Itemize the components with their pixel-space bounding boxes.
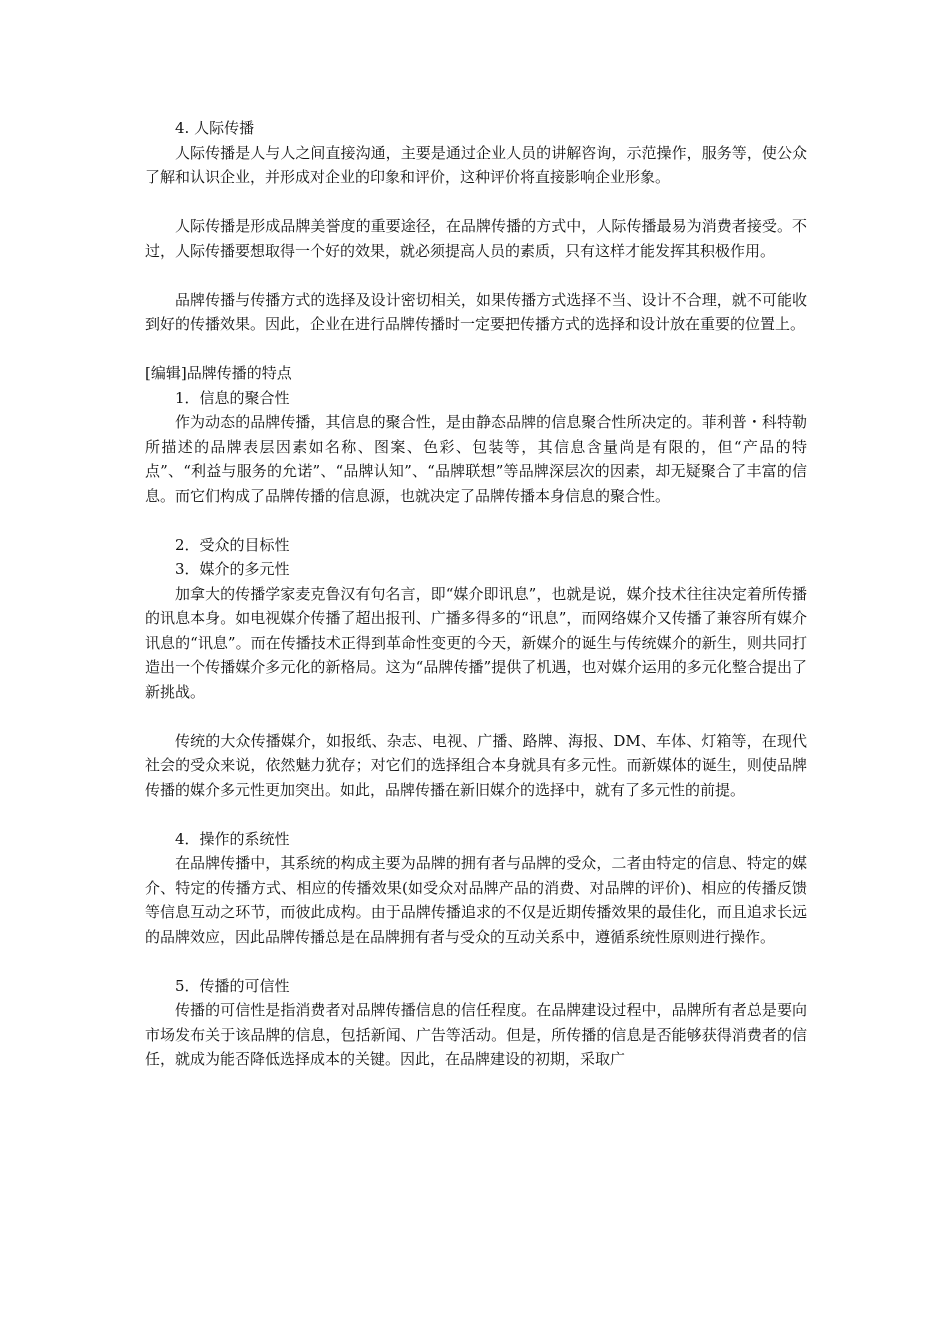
section-heading: 5．传播的可信性 — [175, 976, 290, 995]
paragraph-spacer — [145, 949, 807, 974]
paragraph-spacer — [145, 337, 807, 362]
paragraph-spacer — [145, 190, 807, 215]
paragraph-spacer — [145, 508, 807, 533]
paragraph: 人际传播是人与人之间直接沟通，主要是通过企业人员的讲解咨询，示范操作，服务等，使公众了解和认识企业，并形成对企业的印象和评价，这种评价将直接影响企业形象。 — [145, 143, 807, 186]
paragraph: 品牌传播与传播方式的选择及设计密切相关，如果传播方式选择不当、设计不合理，就不可能收到好的传播效果。因此，企业在进行品牌传播时一定要把传播方式的选择和设计放在重要的位置上。 — [145, 290, 807, 333]
section-heading: 1．信息的聚合性 — [175, 388, 290, 407]
paragraph-spacer — [145, 802, 807, 827]
section-heading: 2．受众的目标性 — [175, 535, 290, 554]
section-heading: 4. 人际传播 — [175, 119, 255, 137]
paragraph: 人际传播是形成品牌美誉度的重要途径，在品牌传播的方式中，人际传播最易为消费者接受。不过，人际传播要想取得一个好的效果，就必须提高人员的素质，只有这样才能发挥其积极作用。 — [145, 217, 807, 260]
document-body — [145, 116, 807, 1072]
paragraph: 加拿大的传播学家麦克鲁汉有句名言，即“媒介即讯息”，也就是说，媒介技术往往决定着所传播的讯息本身。如电视媒介传播了超出报刊、广播多得多的“讯息”，而网络媒介又传播了兼容所有媒介讯息的“讯息”。而在传播技术正得到革命性变更的今天，新媒介的诞生与传统媒介的新生，则共同打造出一个传播媒介多元化的新格局。这为“品牌传播”提供了机遇，也对媒介运用的多元化整合提出了新挑战。 — [145, 584, 807, 701]
paragraph: 作为动态的品牌传播，其信息的聚合性，是由静态品牌的信息聚合性所决定的。菲利普・科特勒所描述的品牌表层因素如名称、图案、色彩、包装等，其信息含量尚是有限的，但“产品的特点”、“利益与服务的允诺”、“品牌认知”、“品牌联想”等品牌深层次的因素，却无疑聚合了丰富的信息。而它们构成了品牌传播的信息源，也就决定了品牌传播本身信息的聚合性。 — [145, 413, 807, 505]
section-heading: 3．媒介的多元性 — [175, 560, 290, 578]
paragraph: 在品牌传播中，其系统的构成主要为品牌的拥有者与品牌的受众，二者由特定的信息、特定的媒介、特定的传播方式、相应的传播效果(如受众对品牌产品的消费、对品牌的评价)、相应的传播反馈等信息互动之环节，而彼此成构。由于品牌传播追求的不仅是近期传播效果的最佳化，而且追求长远的品牌效应，因此品牌传播总是在品牌拥有者与受众的互动关系中，遵循系统性原则进行操作。 — [145, 854, 807, 946]
section-title: [编辑]品牌传播的特点 — [145, 364, 292, 382]
paragraph: 传播的可信性是指消费者对品牌传播信息的信任程度。在品牌建设过程中，品牌所有者总是要向市场发布关于该品牌的信息，包括新闻、广告等活动。但是，所传播的信息是否能够获得消费者的信任，就成为能否降低选择成本的关键。因此，在品牌建设的初期，采取广 — [145, 1001, 807, 1068]
paragraph-spacer — [145, 263, 807, 288]
section-heading: 4．操作的系统性 — [175, 829, 290, 848]
paragraph: 传统的大众传播媒介，如报纸、杂志、电视、广播、路牌、海报、DM、车体、灯箱等，在现代社会的受众来说，依然魅力犹存；对它们的选择组合本身就具有多元性。而新媒体的诞生，则使品牌传播的媒介多元性更加突出。如此，品牌传播在新旧媒介的选择中，就有了多元性的前提。 — [145, 731, 807, 799]
paragraph-spacer — [145, 704, 807, 729]
